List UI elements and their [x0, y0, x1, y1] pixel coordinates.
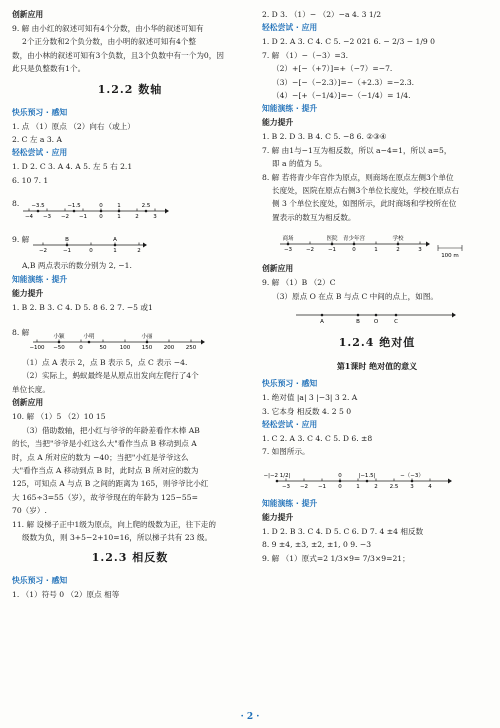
lesson-title: 1.2.4 绝对值	[338, 336, 416, 350]
point-label: −|−2 1/2|	[263, 472, 291, 479]
point-label: −3.5	[31, 203, 45, 210]
tick-label: −2	[305, 247, 315, 254]
answer-line: 1. B 2. B 3. C 4. D 5. 8 6. 2 7. −5 或1	[12, 302, 153, 312]
number-line-1	[19, 189, 169, 223]
number-line-2	[29, 227, 149, 257]
answer-line: 6. 10 7. 1	[12, 175, 49, 185]
answer-line: 2. C 左 a 3. A	[12, 135, 62, 145]
answer-line: 1. D 2. C 3. A 4. A 5. 左 5 右 2.1	[12, 162, 133, 172]
answer-line: 7. 解 由1与−1互为相反数，所以 a−4=1，所以 a=5，	[262, 145, 452, 155]
answer-line: 1. D 2. B 3. C 4. D 5. C 6. D 7. 4 ±4 相反数	[262, 526, 424, 536]
section-heading: 快乐预习 · 感知	[12, 107, 68, 117]
point-mark	[118, 210, 121, 213]
point-label: 2.5	[141, 203, 151, 210]
number-line-3	[29, 316, 209, 354]
point-mark	[357, 314, 360, 317]
lesson-subtitle: 第1课时 绝对值的意义	[336, 361, 418, 372]
question-9-row	[12, 225, 248, 259]
point-label: 医院	[326, 236, 338, 243]
subsection-heading: 能力提升	[12, 288, 44, 298]
answer-line: 时，点 A 所对应的数为 −40；当把"小红是爷爷这么	[12, 452, 189, 462]
answer-line: 此只是负整数有1个。	[12, 64, 86, 74]
tick-label: 0	[89, 248, 94, 255]
question-number: 9. 解	[12, 235, 30, 245]
question-number: 8.	[12, 199, 20, 209]
tick-label: 50	[99, 345, 107, 352]
answer-line: 9. 解 由小红的叙述可知有4个分数，由小华的叙述可知有	[12, 24, 204, 33]
answer-line: （2）+[−（+7）]=+（−7）=−7.	[272, 64, 393, 74]
point-label: 青少年宫	[342, 236, 366, 243]
answer-line: 1. B 2. D 3. B 4. C 5. −8 6. ②③④	[262, 132, 387, 142]
number-line-6	[263, 461, 472, 495]
answer-line: 级数为负，则 3+5−2+10=16，所以梯子共有 23 级。	[22, 532, 213, 542]
tick-label: 0	[79, 345, 84, 352]
tick-label: −3	[43, 214, 52, 221]
answer-line: 8. 解 若将青少年宫作为原点，则商场在原点左侧3个单位	[262, 172, 454, 182]
tick-label: 4	[428, 483, 432, 490]
tick-label: 1	[113, 248, 118, 255]
answer-line: 1. D 2. A 3. C 4. C 5. −2 021 6. − 2/3 − 1/9 0	[262, 37, 435, 47]
point-label: A	[320, 319, 324, 326]
section-heading: 知能演练 · 提升	[12, 274, 68, 284]
point-mark	[146, 341, 149, 344]
point-label: 1	[117, 203, 121, 210]
answer-line: 9. 解 （1）原式=2 1/3×9= 7/3×9=21；	[262, 553, 410, 563]
tick-label: −3	[281, 483, 291, 490]
answer-line: 置表示的数互为相反数。	[272, 212, 356, 222]
tick-label: 2	[135, 214, 139, 221]
answer-line: 大"看作当点 A 移动到点 B 时，此时点 B 所对应的数为	[12, 465, 199, 475]
point-mark	[395, 314, 398, 317]
section-heading: 创新应用	[12, 398, 44, 408]
answer-line: （2）实际上，蚂蚁最终是从原点出发向左爬行了4个	[22, 371, 199, 381]
answer-line: 长度处，医院在原点右侧3个单位长度处，学校在原点右	[272, 186, 460, 196]
point-label: −1.5	[67, 203, 81, 210]
tick-label: 0	[352, 247, 356, 254]
left-column	[12, 8, 248, 602]
lesson-title: 1.2.2 数轴	[97, 82, 163, 96]
tick-label: 200	[164, 345, 175, 352]
answer-line: 1. C 2. A 3. C 4. C 5. D 6. ±8	[262, 433, 373, 443]
tick-label: 0	[99, 214, 103, 221]
answer-line: 3. 它本身 相反数 4. 2 5 0	[262, 406, 352, 416]
point-mark	[145, 210, 148, 213]
section-heading: 快乐预习 · 感知	[262, 379, 318, 389]
point-mark	[411, 479, 414, 482]
point-mark	[353, 243, 356, 246]
answer-line: 单位长度。	[12, 384, 50, 394]
point-label: 商场	[282, 236, 294, 243]
answer-line: 2个正分数和2个负分数，由小明的叙述可知有4个整	[22, 37, 196, 47]
answer-line: （3）原点 O 在点 B 与点 C 中间的点上，如图。	[272, 291, 439, 301]
answer-line: 9. 解 （1）B （2）C	[262, 278, 336, 288]
answer-line: 1. 绝对值 |a| 3 |−3| 3 2. A	[262, 393, 358, 403]
tick-label: −3	[283, 247, 293, 254]
tick-label: −50	[53, 345, 66, 352]
answer-line: （3）−[−（−2.3）]=−（+2.3）=−2.3.	[272, 77, 415, 87]
point-label: O	[373, 319, 379, 326]
point-mark	[321, 314, 324, 317]
answer-line: 1. （1）符号 0 （2）原点 相等	[12, 590, 120, 600]
point-label: 0	[338, 472, 342, 479]
answer-line: 数，由小林的叙述可知有3个负数，且3个负数中有一个为0，因	[12, 50, 224, 60]
tick-label: −1	[317, 483, 327, 490]
answer-line: 侧 3 个单位长度处，如图所示，此时商场和学校所在位	[272, 199, 457, 209]
point-mark	[331, 243, 334, 246]
answer-line: 7. 解 （1）−（−3）=3.	[262, 50, 349, 60]
answer-line: 1. 点 （1）原点 （2）向右（或上）	[12, 121, 135, 131]
tick-label: −2	[299, 483, 309, 490]
answer-line: 2. D 3. （1）− （2）−a 4. 3 1/2	[262, 10, 382, 19]
point-label: 小丽	[141, 334, 153, 341]
tick-label: 1	[374, 247, 378, 254]
answer-line: 的长，当把"爷爷是小红这么大"看作当点 B 移动到点 A	[12, 439, 197, 449]
answer-line: 即 a 的值为 5。	[272, 159, 327, 169]
tick-label: 250	[186, 345, 197, 352]
section-heading: 知能演练 · 提升	[262, 104, 318, 114]
point-label: A	[113, 237, 118, 244]
tick-label: 3	[410, 483, 414, 490]
point-mark	[37, 210, 40, 213]
section-heading: 轻松尝试 · 应用	[262, 419, 318, 429]
tick-label: 2.5	[389, 483, 399, 490]
point-mark	[366, 479, 369, 482]
point-mark	[88, 341, 91, 344]
section-heading: 轻松尝试 · 应用	[12, 148, 68, 158]
tick-label: 2	[137, 248, 142, 255]
section-heading: 知能演练 · 提升	[262, 498, 318, 508]
answer-line: A,B 两点表示的数分别为 2, −1.	[22, 261, 132, 271]
number-line-5	[292, 305, 492, 329]
point-label: C	[394, 319, 398, 326]
point-mark	[287, 243, 290, 246]
tick-label: −100	[29, 345, 45, 352]
tick-label: 3	[153, 214, 157, 221]
point-label: 小颖	[53, 334, 65, 341]
question-8b-row	[12, 314, 248, 356]
lesson-title: 1.2.3 相反数	[91, 551, 169, 565]
section-heading: 创新应用	[262, 264, 294, 274]
answer-line: （3）借助数轴，把小红与爷爷的年龄差看作木棒 AB	[22, 425, 200, 435]
subsection-heading: 能力提升	[262, 118, 294, 128]
number-line-4	[276, 226, 476, 260]
point-label: B	[356, 319, 360, 326]
section-heading: 创新应用	[12, 10, 44, 19]
tick-label: −1	[63, 248, 72, 255]
question-number: 8. 解	[12, 328, 30, 338]
tick-label: 2	[374, 483, 378, 490]
tick-label: −1	[327, 247, 337, 254]
scale-unit-label: 100 m	[441, 253, 459, 260]
point-label: |−1.5|	[358, 472, 376, 479]
point-mark	[276, 479, 279, 482]
tick-label: 150	[142, 345, 153, 352]
answer-line: 7. 如图所示。	[262, 447, 310, 457]
tick-label: −2	[61, 214, 70, 221]
right-column	[262, 8, 492, 565]
tick-label: −4	[25, 214, 34, 221]
section-heading: 轻松尝试 · 应用	[262, 23, 318, 33]
point-mark	[66, 244, 69, 247]
tick-label: 1	[117, 214, 121, 221]
point-mark	[375, 314, 378, 317]
tick-label: 1	[356, 483, 360, 490]
tick-label: 2	[396, 247, 400, 254]
point-label: 学校	[392, 236, 404, 243]
answer-line: 8. 9 ±4, ±3, ±2, ±1, 0 9. −3	[262, 540, 372, 550]
answer-line: 11. 解 设梯子正中1级为原点，向上爬的级数为正，往下走的	[12, 519, 216, 529]
answer-line: 125，可知点 A 与点 B 之间的距离为 165，则爷爷比小红	[12, 479, 209, 489]
tick-label: 0	[338, 483, 342, 490]
point-mark	[100, 210, 103, 213]
point-mark	[73, 210, 76, 213]
tick-label: −2	[39, 248, 48, 255]
answer-line: 大 165÷3=55（岁），故爷爷现在的年龄为 125−55=	[12, 492, 198, 502]
page-number: · 2 ·	[240, 712, 260, 722]
answer-line: 70（岁）.	[12, 506, 47, 516]
tick-label: −1	[79, 214, 88, 221]
section-heading: 快乐预习 · 感知	[12, 576, 68, 586]
point-mark	[114, 244, 117, 247]
answer-line: （1）点 A 表示 2，点 B 表示 5，点 C 表示 −4.	[22, 358, 188, 368]
point-label: B	[65, 237, 70, 244]
point-label: −（−3）	[400, 472, 424, 479]
point-label: 0	[99, 203, 103, 210]
point-mark	[397, 243, 400, 246]
question-8-row	[12, 187, 248, 225]
answer-line: 10. 解 （1）5 （2）10 15	[12, 412, 106, 422]
point-mark	[58, 341, 61, 344]
point-mark	[339, 479, 342, 482]
point-label: 小明	[83, 334, 95, 341]
tick-label: 100	[120, 345, 131, 352]
subsection-heading: 能力提升	[262, 512, 294, 522]
tick-label: 3	[418, 247, 422, 254]
answer-line: （4）−[+（−1/4）]=−（−1/4）= 1/4.	[272, 91, 411, 101]
